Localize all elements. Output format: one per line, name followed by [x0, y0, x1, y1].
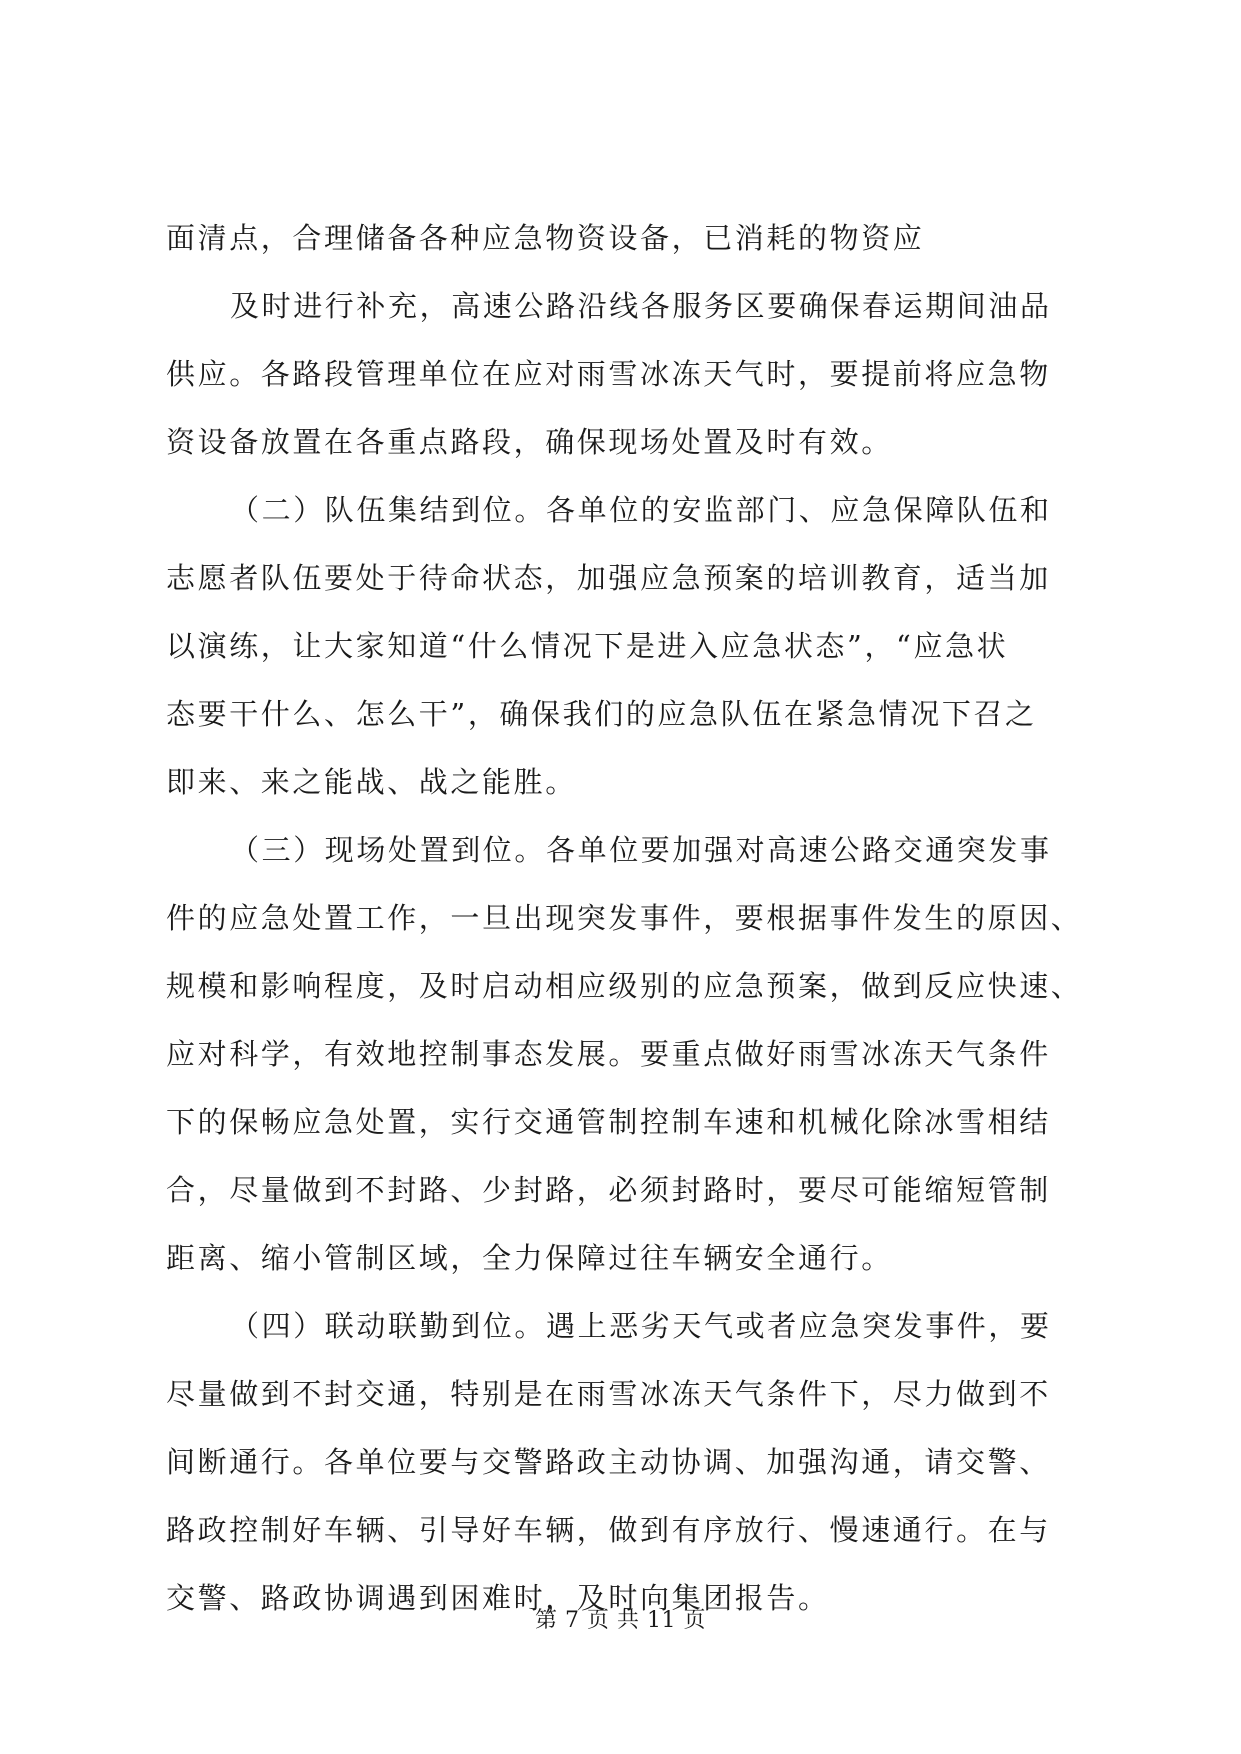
text-line: 距离、缩小管制区域，全力保障过往车辆安全通行。 — [166, 1241, 893, 1275]
text-line: 合，尽量做到不封路、少封路，必须封路时，要尽可能缩短管制 — [166, 1173, 1051, 1207]
text-line: 件的应急处置工作，一旦出现突发事件，要根据事件发生的原因、 — [166, 901, 1083, 935]
text-line: 下的保畅应急处置，实行交通管制控制车速和机械化除冰雪相结 — [166, 1105, 1051, 1139]
text-line: 志愿者队伍要处于待命状态，加强应急预案的培训教育，适当加 — [166, 561, 1051, 595]
text-line: 态要干什么、怎么干”，确保我们的应急队伍在紧急情况下召之 — [166, 697, 1037, 731]
text-line: 供应。各路段管理单位在应对雨雪冰冻天气时，要提前将应急物 — [166, 357, 1051, 391]
text-line: 间断通行。各单位要与交警路政主动协调、加强沟通，请交警、 — [166, 1445, 1051, 1479]
text-line: 资设备放置在各重点路段，确保现场处置及时有效。 — [166, 425, 893, 459]
text-line: 规模和影响程度，及时启动相应级别的应急预案，做到反应快速、 — [166, 969, 1083, 1003]
text-line: 以演练，让大家知道“什么情况下是进入应急状态”，“应急状 — [166, 629, 1009, 663]
page-number-footer: 第 7 页 共 11 页 — [535, 1608, 706, 1633]
paragraph-3-heading-line: （三）现场处置到位。各单位要加强对高速公路交通突发事 — [230, 833, 1052, 867]
text-line: 交警、路政协调遇到困难时，及时向集团报告。 — [166, 1581, 830, 1615]
text-line: 面清点，合理储备各种应急物资设备，已消耗的物资应 — [166, 221, 925, 255]
text-line: 尽量做到不封交通，特别是在雨雪冰冻天气条件下，尽力做到不 — [166, 1377, 1051, 1411]
text-line: 即来、来之能战、战之能胜。 — [166, 765, 577, 799]
text-line: 及时进行补充，高速公路沿线各服务区要确保春运期间油品 — [230, 289, 1052, 323]
text-line: 应对科学，有效地控制事态发展。要重点做好雨雪冰冻天气条件 — [166, 1037, 1051, 1071]
paragraph-2-heading-line: （二）队伍集结到位。各单位的安监部门、应急保障队伍和 — [230, 493, 1052, 527]
text-line: 路政控制好车辆、引导好车辆，做到有序放行、慢速通行。在与 — [166, 1513, 1051, 1547]
paragraph-4-heading-line: （四）联动联勤到位。遇上恶劣天气或者应急突发事件，要 — [230, 1309, 1052, 1343]
